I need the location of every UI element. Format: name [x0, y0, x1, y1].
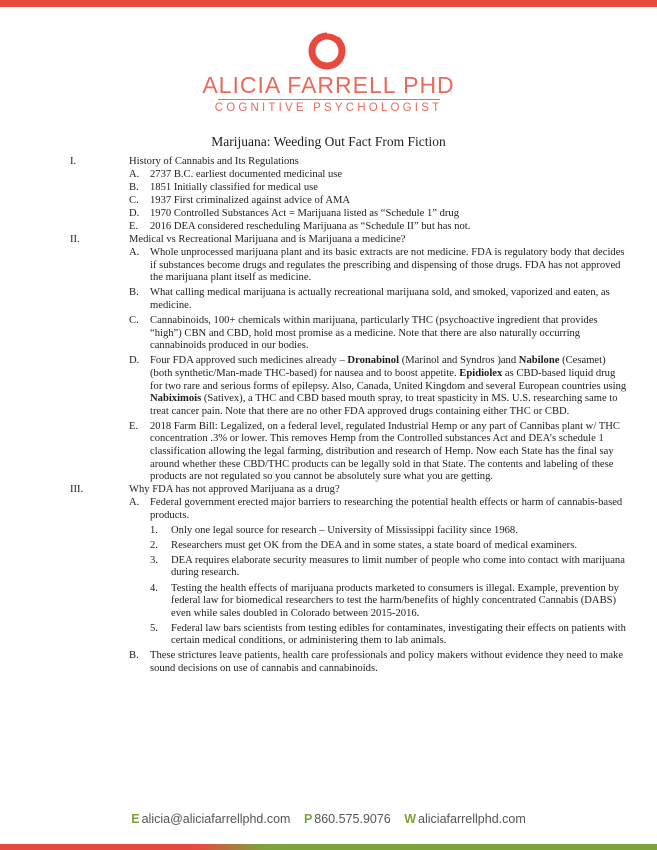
- numbered-item: [150, 540, 630, 553]
- item-text: Whole unprocessed marijuana plant and its basic extracts are not medicine. FDA is regulatory body that decides if substances become drugs and regulates the prescribing and dispensing of those drugs. FDA has not approved the marijuana plant itself as medicine.: [150, 247, 625, 284]
- drug-name: Dronabinol: [347, 355, 400, 367]
- item-text: Only one legal source for research – University of Mississippi facility since 1968.: [171, 524, 518, 536]
- item-letter: E.: [129, 221, 139, 233]
- section-number: II.: [70, 234, 80, 246]
- drug-name: Epidiolex: [459, 368, 503, 379]
- item-text: 2018 Farm Bill: Legalized, on a federal level, regulated Industrial Hemp or any part of Cannibas plant w/ THC concentration .3% or lower. This removes Hemp from the Controlled substances Act and DEA’s schedule 1 classification allowing the legal farming, distribution and research of Hemp. Now each State has the final say around whether these CBD/THC products can be legally sold in that State. The contents and labeling of these products are not regulated so you cannot be absolutely sure what you are getting.: [150, 420, 620, 483]
- section-history: [70, 156, 630, 234]
- website-link[interactable]: aliciafarrellphd.com: [418, 812, 526, 826]
- section-heading: Why FDA has not approved Marijuana as a drug?: [129, 483, 340, 495]
- item-text-part: Four FDA approved such medicines already –: [150, 355, 348, 367]
- item-letter: A.: [129, 247, 140, 259]
- section-number: I.: [70, 156, 77, 167]
- item-number: 1.: [150, 524, 158, 536]
- list-item: [129, 195, 630, 208]
- item-text-part: (Cesamet) (both synthetic/Man-made THC-based) for nausea and to boost appetite.: [150, 355, 606, 379]
- item-text: Cannabinoids, 100+ chemicals within marijuana, particularly THC (psychoactive ingredient that provides “high”) CBN and CBD, hold most promise as a medicine. Note that there are also naturally occurring cannabinoids produced in our bodies.: [150, 315, 598, 352]
- item-letter: B.: [129, 182, 139, 194]
- list-item: [129, 287, 630, 312]
- item-number: 2.: [150, 539, 158, 551]
- section-heading: History of Cannabis and Its Regulations: [129, 156, 299, 167]
- item-text: What calling medical marijuana is actually recreational marijuana sold, and smoked, vaporized and eaten, as medicine.: [150, 287, 610, 312]
- numbered-item: [150, 525, 630, 538]
- item-text: 1970 Controlled Substances Act = Marijuana listed as “Schedule 1” drug: [150, 208, 460, 220]
- brand-divider: [218, 99, 440, 100]
- item-letter: D.: [129, 355, 140, 367]
- document-outline: [70, 156, 630, 676]
- item-letter: B.: [129, 650, 139, 662]
- section-number: III.: [70, 483, 84, 495]
- item-text-part: (Sativex), a THC and CBD based mouth spray, to treat spasticity in MS. U.S. researching same to treat cancer pain. Note that there are no other FDA approved drugs containing either THC or CBD.: [150, 393, 618, 417]
- item-letter: C.: [129, 315, 139, 327]
- top-accent-bar: [0, 0, 657, 7]
- email-label: E: [131, 812, 140, 826]
- item-number: 3.: [150, 554, 158, 566]
- item-text: Researchers must get OK from the DEA and in some states, a state board of medical examiners.: [171, 539, 577, 551]
- section-fda-approval: [70, 484, 630, 676]
- item-letter: A.: [129, 169, 140, 181]
- footer-website: [404, 812, 526, 826]
- list-item: [129, 315, 630, 353]
- item-text: 1937 First criminalized against advice of AMA: [150, 195, 351, 207]
- list-item: [129, 247, 630, 285]
- item-letter: D.: [129, 208, 140, 220]
- list-item: [129, 650, 630, 675]
- item-text: 2016 DEA considered rescheduling Marijuana as “Schedule II” but has not.: [150, 221, 471, 233]
- document-title: Marijuana: Weeding Out Fact From Fiction: [211, 134, 446, 149]
- logo-ring-icon: [306, 30, 348, 72]
- item-number: 5.: [150, 622, 158, 634]
- email-link[interactable]: alicia@aliciafarrellphd.com: [141, 812, 291, 826]
- numbered-item: [150, 583, 630, 621]
- item-text: Federal law bars scientists from testing edibles for contaminates, investigating their effects on patients with certain medical conditions, or administering them to lab animals.: [171, 622, 626, 647]
- drug-name: Nabilone: [518, 355, 560, 367]
- item-text-part: as CBD-based liquid drug for two rare and serious forms of epilepsy. Also, Canada, United Kingdom and several European countries using: [150, 368, 627, 392]
- item-letter: A.: [129, 496, 140, 508]
- item-text: DEA requires elaborate security measures to limit number of people who come into contact with marijuana during research.: [171, 554, 625, 579]
- brand-name: ALICIA FARRELL PHD: [202, 72, 455, 98]
- item-text: [150, 355, 626, 416]
- section-heading: Medical vs Recreational Marijuana and is Marijuana a medicine?: [129, 234, 406, 246]
- phone-label: P: [303, 812, 313, 826]
- contact-footer: [0, 812, 657, 826]
- item-text: These strictures leave patients, health care professionals and policy makers without evidence they need to make sound decisions on use of cannabis and cannabinoids.: [150, 650, 624, 675]
- item-text: 2737 B.C. earliest documented medicinal use: [150, 169, 343, 181]
- brand-subtitle: COGNITIVE PSYCHOLOGIST: [214, 102, 443, 114]
- item-text: Testing the health effects of marijuana products marketed to consumers is illegal. Example, prevention by federal law for biomedical researchers to test the harm/benefits of highly concentrated Cannabis (DABS) even while sales doubled in Colorado between 2015-2016.: [171, 582, 619, 619]
- list-item: [129, 221, 630, 234]
- phone-number: 860.575.9076: [314, 812, 391, 826]
- item-letter: C.: [129, 195, 139, 207]
- numbered-item: [150, 555, 630, 580]
- drug-name: Nabiximois: [150, 393, 202, 405]
- numbered-item: [150, 623, 630, 648]
- list-item: [129, 182, 630, 195]
- item-letter: E.: [129, 420, 139, 432]
- list-item: [129, 169, 630, 182]
- list-item: [129, 421, 630, 484]
- item-text: 1851 Initially classified for medical use: [150, 182, 318, 194]
- item-number: 4.: [150, 582, 158, 594]
- list-item: [129, 208, 630, 221]
- item-text: Federal government erected major barriers to researching the potential health effects or harm of cannabis-based products.: [150, 496, 623, 521]
- list-item: [129, 355, 630, 418]
- bottom-accent-bar: [0, 844, 657, 850]
- website-label: W: [404, 812, 417, 826]
- item-text-part: (Marinol and Syndros )and: [399, 355, 519, 367]
- footer-email: [131, 812, 290, 826]
- section-medical-vs-recreational: [70, 234, 630, 484]
- item-letter: B.: [129, 287, 139, 299]
- list-item: [129, 497, 630, 648]
- footer-phone: [304, 812, 391, 826]
